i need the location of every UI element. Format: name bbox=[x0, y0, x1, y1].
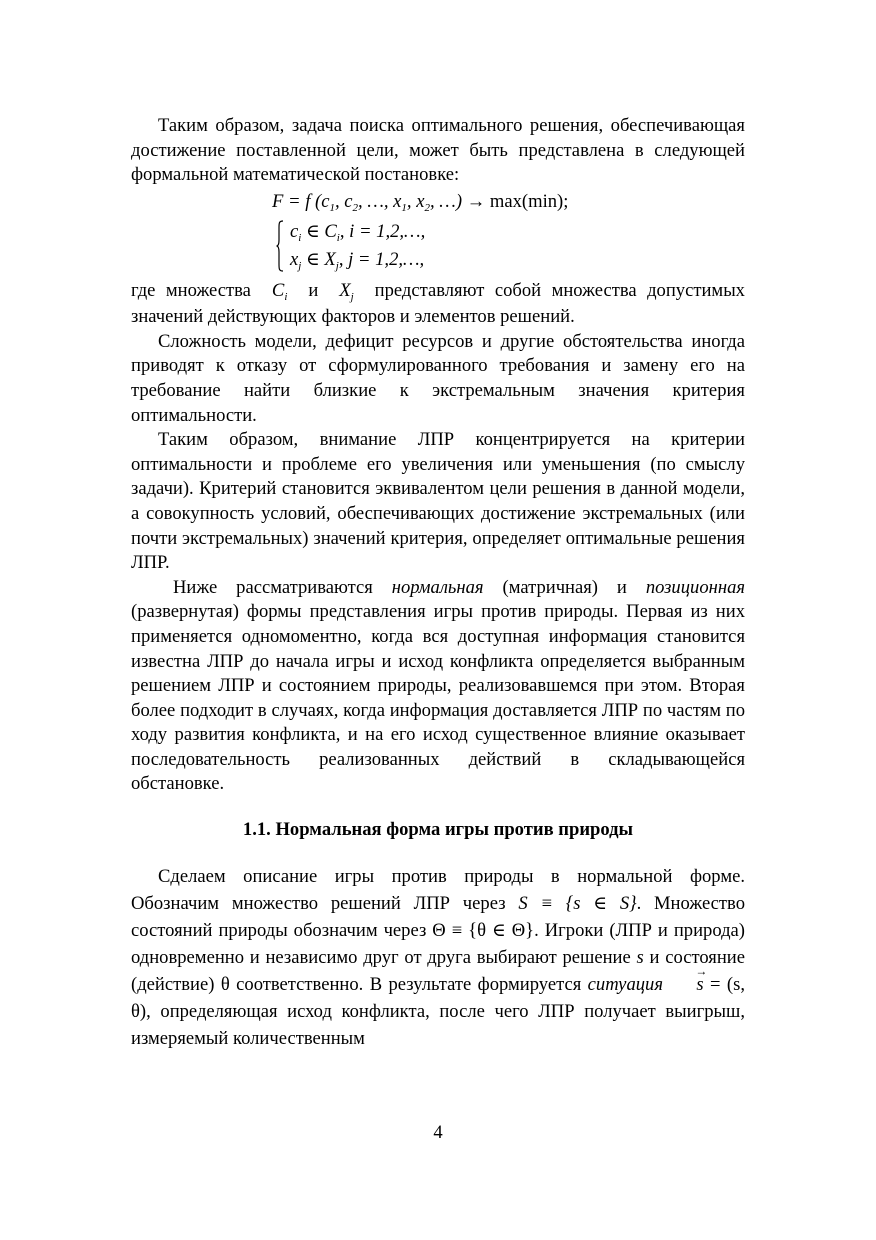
formula-constraints bbox=[276, 218, 745, 276]
vector-arrow-icon: → s bbox=[669, 971, 703, 998]
left-brace-icon bbox=[276, 220, 284, 272]
set-C: $C_i$ bbox=[261, 279, 288, 303]
set-X: $X_j$ bbox=[328, 279, 354, 303]
section-heading: 1.1. Нормальная форма игры против природы bbox=[242, 819, 634, 841]
paragraph-intro: Таким образом, задача поиска оптимального решения, обеспечивающая достижение поставленной цели, может быть представлена в следующей формальной математической постановке: bbox=[131, 115, 745, 186]
math-theta-def: Θ ≡ {θ ∈ Θ} bbox=[432, 919, 535, 941]
paragraph-sets: где множества $C_i$ и $X_j$ представляют собой множества допустимых значений действующих факторов и элементов решений. bbox=[131, 279, 745, 327]
page-body bbox=[131, 114, 745, 1052]
formula-block bbox=[272, 190, 745, 276]
paragraph-forms: Ниже рассматриваются нормальная (матричная) и позиционная (развернутая) формы представления игры против природы. Первая из них применяется одномоментно, когда вся доступная информация становится известна ЛПР до начала игры и исход конфликта определяется выбранным решением ЛПР и состоянием природы, реализовавшемся при этом. Вторая более подходит в случаях, когда информация доставляется ЛПР по частям по ходу развития конфликта, и на его исход существенное влияние оказывает последовательность реализованных действий в складывающейся обстановке. bbox=[131, 576, 746, 795]
page-number: 4 bbox=[433, 1122, 443, 1143]
paragraph-normal-form: Сделаем описание игры против природы в нормальной форме. Обозначим множество решений ЛПР через S ≡ {s ∈ S}. Множество состояний природы обозначим через Θ ≡ {θ ∈ Θ}. Игроки (ЛПР и природа) одновременно и независимо друг от друга выбирают решение s и состояние (действие) θ соответственно. В результате формируется ситуация → s = (s, θ), определяющая исход конфликта, после чего ЛПР получает выигрыш, измеряемый количественным bbox=[131, 863, 745, 1052]
paragraph-criterion: Таким образом, внимание ЛПР концентрируется на критерии оптимальности и проблеме его увеличения или уменьшения (по смыслу задачи). Критерий становится эквивалентом цели решения в данной модели, а совокупность условий, обеспечивающих достижение экстремальных (или почти экстремальных) значений критерия, определяет оптимальные решения ЛПР. bbox=[131, 429, 745, 574]
math-theta: θ bbox=[220, 973, 230, 995]
paragraph-complexity: Сложность модели, дефицит ресурсов и другие обстоятельства иногда приводят к отказу от сформулированного требования и замену его на требование найти близкие к экстремальным значения критерия оптимальности. bbox=[131, 330, 745, 426]
math-situation: → s = (s, θ) bbox=[131, 974, 745, 1022]
formula-objective: F = f ($c_1$, $c_2$, …, $x_1$, $x_2$, …) → max(min); bbox=[272, 190, 569, 214]
math-s: s bbox=[636, 946, 644, 968]
constraint-line-2: $x_j$ ∈ $X_j$, j = 1,2,…, bbox=[290, 248, 425, 272]
math-S-def: S ≡ {s ∈ S} bbox=[518, 892, 637, 914]
constraint-line-1: $c_i$ ∈ $C_i$, i = 1,2,…, bbox=[290, 220, 426, 244]
